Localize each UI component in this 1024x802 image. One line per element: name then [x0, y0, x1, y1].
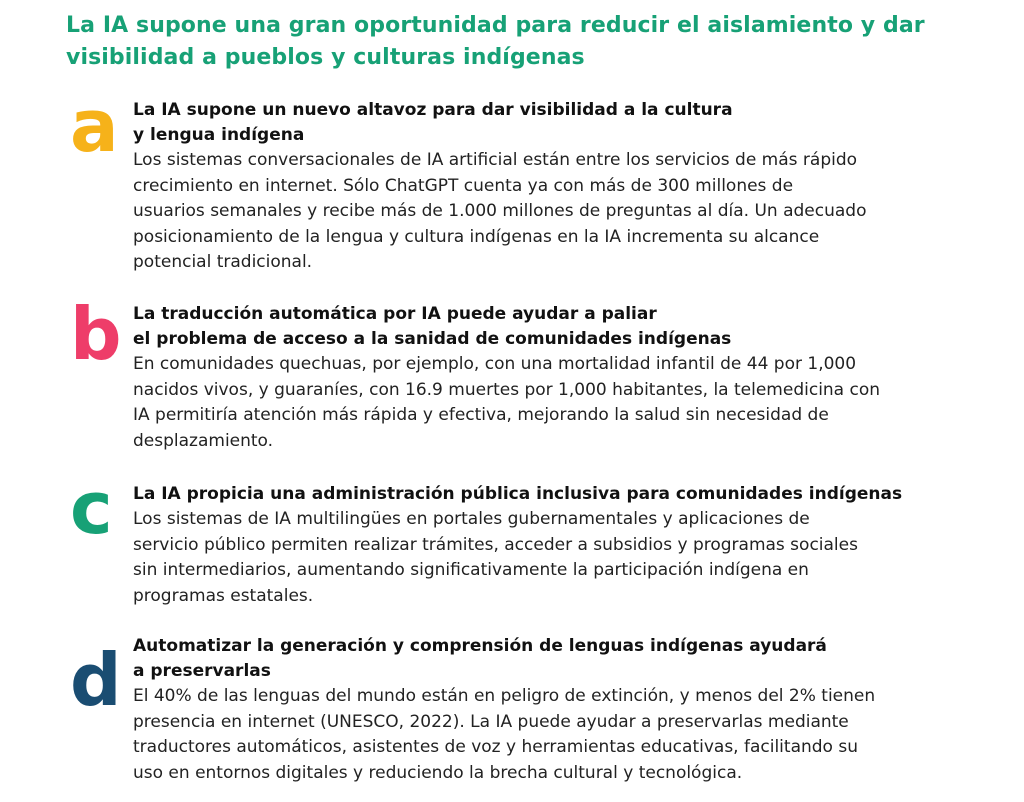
section-d-body-line: presencia en internet (UNESCO, 2022). La IA puede ayudar a preservarlas mediante [133, 711, 849, 732]
section-b-body-line: IA permitiría atención más rápida y efectiva, mejorando la salud sin necesidad de [133, 405, 829, 425]
section-b-content [133, 302, 1008, 454]
section-b-body-line: nacidos vivos, y guaraníes, con 16.9 muertes por 1,000 habitantes, la telemedicina con [133, 379, 881, 400]
section-b-body-line: En comunidades quechuas, por ejemplo, con una mortalidad infantil de 44 por 1,000 [133, 354, 857, 374]
section-c-body [133, 507, 1008, 609]
page-title-line-2: visibilidad a pueblos y culturas indígenas [66, 45, 585, 70]
section-d-body-line: traductores automáticos, asistentes de voz y herramientas educativas, facilitando su [133, 737, 858, 757]
section-a-body [133, 148, 1008, 276]
section-d-heading [133, 634, 1008, 684]
page-title [66, 10, 996, 74]
section-d-body-line: uso en entornos digitales y reduciendo la brecha cultural y tecnológica. [133, 762, 743, 783]
section-a-body-line: Los sistemas conversacionales de IA artificial están entre los servicios de más rápido [133, 150, 858, 170]
section-c-content [133, 482, 1008, 609]
section-d-heading-line: a preservarlas [133, 661, 271, 681]
section-d-body [133, 684, 1008, 786]
section-b-body-line: desplazamiento. [133, 430, 274, 451]
section-a-body-line: potencial tradicional. [133, 252, 313, 272]
section-letter-a: a [70, 84, 119, 168]
section-a-body-line: usuarios semanales y recibe más de 1.000 millones de preguntas al día. Un adecuado [133, 201, 867, 221]
section-c-heading [133, 482, 1008, 507]
section-letter-d: d [70, 638, 122, 722]
section-a-heading-line: y lengua indígena [133, 125, 305, 145]
section-letter-c: c [70, 466, 113, 550]
section-c-body-line: sin intermediarios, aumentando significativamente la participación indígena en [133, 560, 809, 580]
section-b-heading [133, 302, 1008, 352]
section-b-body [133, 352, 1008, 454]
section-c-body-line: servicio público permiten realizar trámites, acceder a subsidios y programas sociales [133, 534, 858, 555]
section-letter-b: b [70, 292, 122, 376]
section-a-heading [133, 98, 1008, 148]
section-b-heading-line: La traducción automática por IA puede ayudar a paliar [133, 304, 657, 324]
section-d-heading-line: Automatizar la generación y comprensión de lenguas indígenas ayudará [133, 636, 827, 656]
section-c-body-line: programas estatales. [133, 585, 314, 606]
section-b-heading-line: el problema de acceso a la sanidad de comunidades indígenas [133, 329, 732, 349]
section-a-body-line: crecimiento en internet. Sólo ChatGPT cuenta ya con más de 300 millones de [133, 175, 794, 196]
section-a-content [133, 98, 1008, 276]
section-a-heading-line: La IA supone un nuevo altavoz para dar visibilidad a la cultura [133, 100, 733, 120]
section-c-body-line: Los sistemas de IA multilingües en portales gubernamentales y aplicaciones de [133, 509, 810, 529]
section-d-content [133, 634, 1008, 786]
page-title-line-1: La IA supone una gran oportunidad para reducir el aislamiento y dar [66, 13, 925, 38]
section-d-body-line: El 40% de las lenguas del mundo están en peligro de extinción, y menos del 2% tienen [133, 686, 876, 706]
section-a-body-line: posicionamiento de la lengua y cultura indígenas en la IA incrementa su alcance [133, 226, 820, 247]
section-c-heading-line: La IA propicia una administración pública inclusiva para comunidades indígenas [133, 484, 903, 504]
